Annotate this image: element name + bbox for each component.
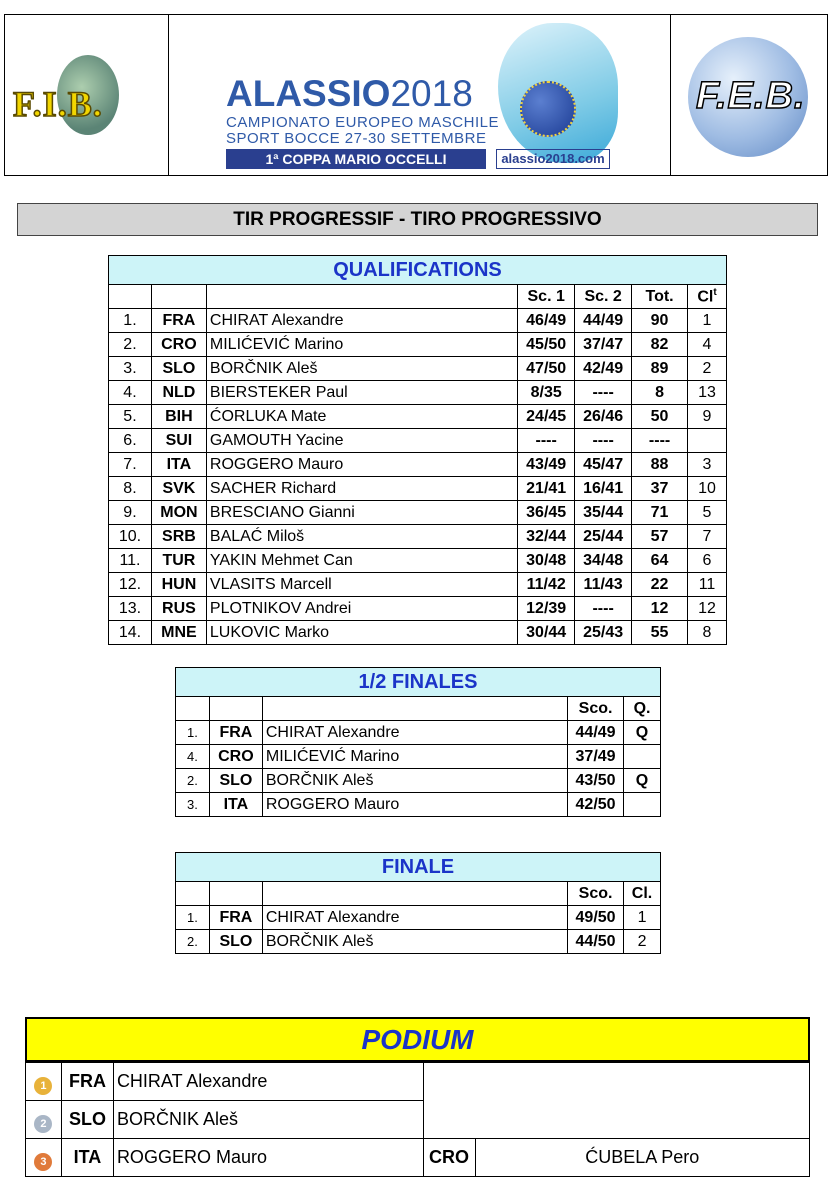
bronze-medal-icon: 3 (34, 1153, 52, 1171)
table-row: 6. SUI GAMOUTH Yacine ---- ---- ---- (109, 429, 727, 453)
table-row: 2. CRO MILIĆEVIĆ Marino 45/50 37/47 82 4 (109, 333, 727, 357)
final-table (175, 852, 661, 954)
podium-row-first: 1 FRA CHIRAT Alexandre (26, 1063, 810, 1101)
table-row: 7. ITA ROGGERO Mauro 43/49 45/47 88 3 (109, 453, 727, 477)
event-logo-cell (168, 15, 671, 175)
semifinals-rows (176, 721, 661, 817)
podium-row-second: 2 SLO BORČNIK Aleš (26, 1101, 810, 1139)
table-header-row: Sc. 1 Sc. 2 Tot. Cl$^t$ (109, 285, 727, 309)
website-label: alassio2018.com (496, 149, 610, 169)
final-title: FINALE (176, 853, 661, 882)
feb-logo: F.E.B. (696, 75, 806, 117)
qualifications-title: QUALIFICATIONS (109, 256, 727, 285)
table-header-row: Sco. Cl. (176, 882, 661, 906)
table-row: 10. SRB BALAĆ Miloš 32/44 25/44 57 7 (109, 525, 727, 549)
table-row: 1. FRA CHIRAT Alexandre 49/50 1 (176, 906, 661, 930)
event-subtitle-2: SPORT BOCCE 27-30 SETTEMBRE (226, 130, 487, 147)
table-row: 3. SLO BORČNIK Aleš 47/50 42/49 89 2 (109, 357, 727, 381)
silver-medal-icon: 2 (34, 1115, 52, 1133)
table-row: 4. CRO MILIĆEVIĆ Marino 37/49 (176, 745, 661, 769)
table-row: 2. SLO BORČNIK Aleš 44/50 2 (176, 930, 661, 954)
table-row: 4. NLD BIERSTEKER Paul 8/35 ---- 8 13 (109, 381, 727, 405)
table-row: 8. SVK SACHER Richard 21/41 16/41 37 10 (109, 477, 727, 501)
podium-row-third: 3 ITA ROGGERO Mauro CRO ĆUBELA Pero (26, 1139, 810, 1177)
podium-title: PODIUM (25, 1017, 810, 1062)
table-row: 13. RUS PLOTNIKOV Andrei 12/39 ---- 12 12 (109, 597, 727, 621)
podium-table (25, 1062, 810, 1177)
table-row: 9. MON BRESCIANO Gianni 36/45 35/44 71 5 (109, 501, 727, 525)
table-row: 2. SLO BORČNIK Aleš 43/50 Q (176, 769, 661, 793)
event-title: ALASSIO2018 (226, 73, 473, 114)
table-row: 3. ITA ROGGERO Mauro 42/50 (176, 793, 661, 817)
final-rows (176, 906, 661, 954)
gold-medal-icon: 1 (34, 1077, 52, 1095)
feb-logo-cell (670, 15, 827, 175)
table-row: 5. BIH ĆORLUKA Mate 24/45 26/46 50 9 (109, 405, 727, 429)
event-subtitle-1: CAMPIONATO EUROPEO MASCHILE (226, 114, 499, 131)
fib-logo: F.I.B. (13, 84, 103, 124)
semifinals-title: 1/2 FINALES (176, 668, 661, 697)
page-title: TIR PROGRESSIF - TIRO PROGRESSIVO (17, 203, 818, 236)
bocce-ball-icon (520, 81, 576, 137)
header-banner (4, 14, 828, 176)
fib-logo-cell (5, 15, 169, 175)
table-header-row: Sco. Q. (176, 697, 661, 721)
table-row: 12. HUN VLASITS Marcell 11/42 11/43 22 11 (109, 573, 727, 597)
table-row: 1. FRA CHIRAT Alexandre 46/49 44/49 90 1 (109, 309, 727, 333)
table-row: 11. TUR YAKIN Mehmet Can 30/48 34/48 64 6 (109, 549, 727, 573)
qualifications-table (108, 255, 727, 645)
cup-banner: 1ª COPPA MARIO OCCELLI (226, 149, 486, 169)
qualifications-rows (109, 309, 727, 645)
table-row: 14. MNE LUKOVIC Marko 30/44 25/43 55 8 (109, 621, 727, 645)
semifinals-table (175, 667, 661, 817)
table-row: 1. FRA CHIRAT Alexandre 44/49 Q (176, 721, 661, 745)
